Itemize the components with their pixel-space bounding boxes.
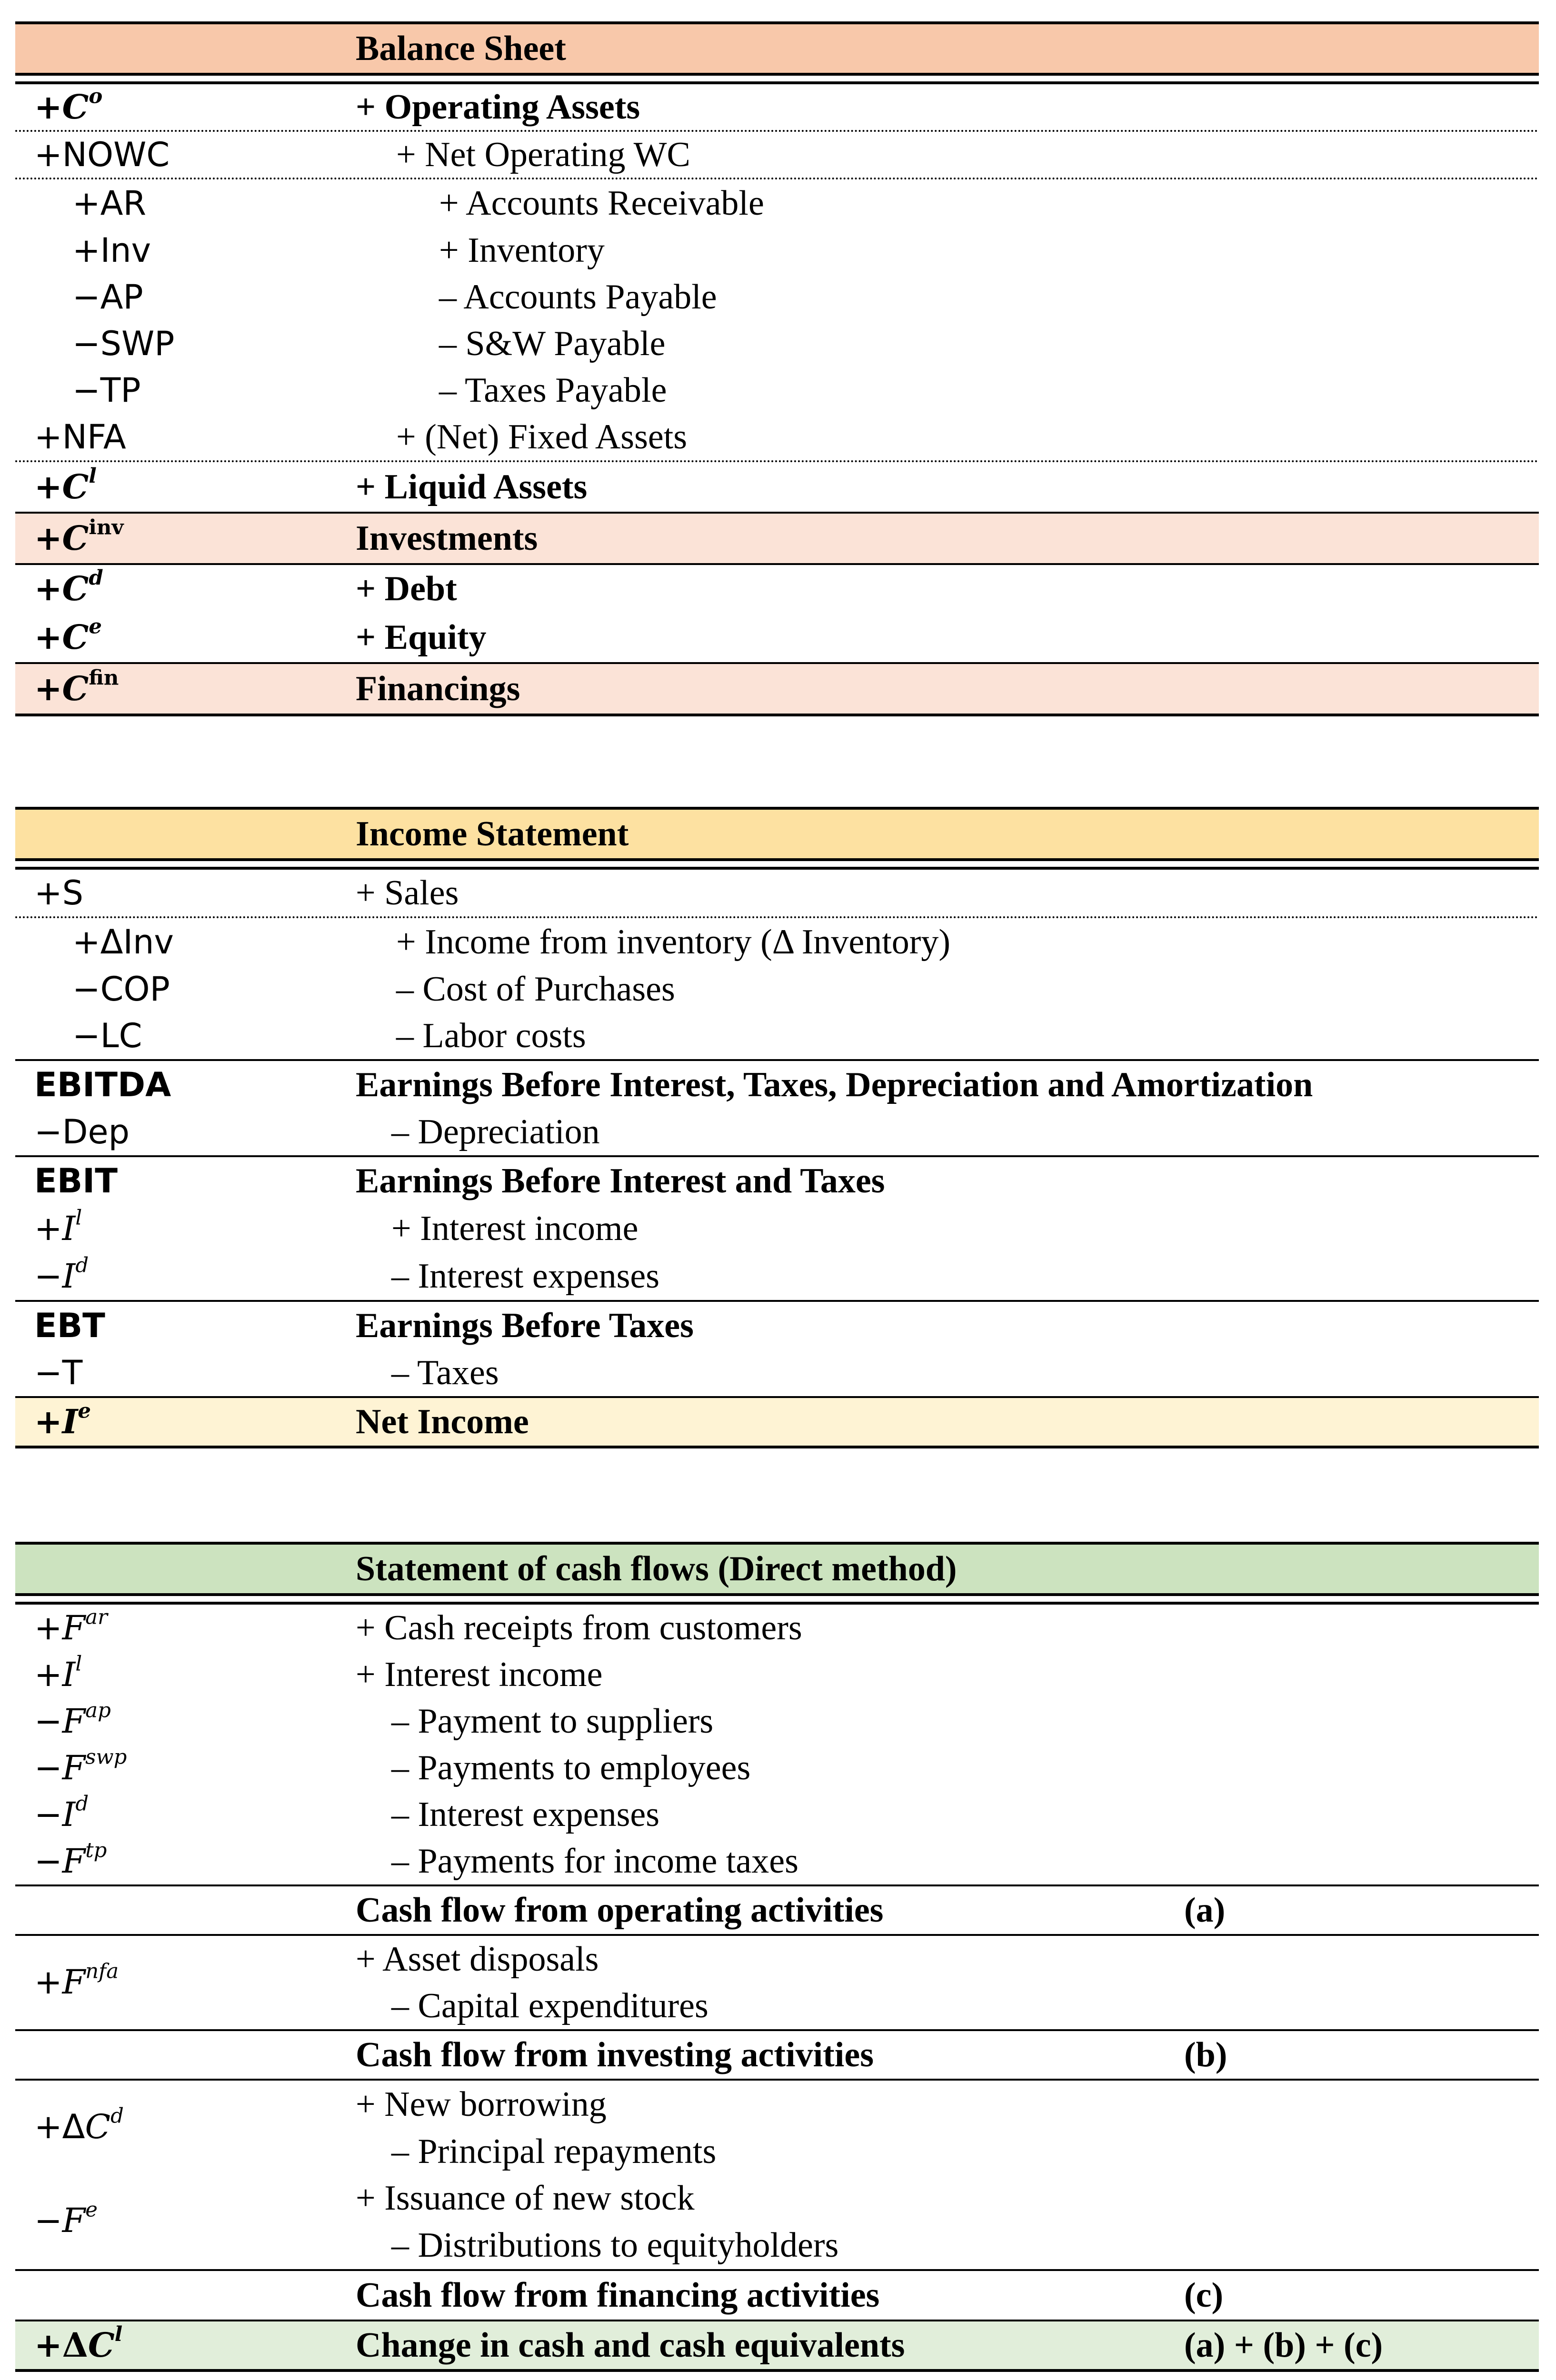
bs-row-investments [15,512,1539,563]
is-sym-ebt: EBT [34,1306,105,1345]
is-sym-sales: +S [34,873,84,912]
is-sym-net-income: $+I^e$ [34,1398,91,1441]
cf-row-payments-employees [15,1745,1539,1791]
cf-row-change-in-cash [15,2320,1539,2369]
bs-sym-financings: $+C^{fin}$ [34,665,119,708]
cf-row-income-taxes [15,1838,1539,1884]
is-sym-interest-income: $+I^l$ [34,1206,82,1248]
bs-row-nfa [15,414,1539,460]
bs-row-ar [15,178,1539,227]
financial-statements [15,21,1539,2372]
bs-sym-tp: −TP [72,371,141,410]
is-sym-taxes: −T [34,1353,83,1392]
bs-sym-nfa: +NFA [34,417,126,456]
is-label-ebt: Earnings Before Taxes [356,1306,694,1345]
bs-row-tp [15,367,1539,414]
is-row-ebt [15,1300,1539,1349]
bs-sym-ap: −AP [72,278,143,317]
bs-label-ar: + Accounts Receivable [439,184,764,223]
cf-label-distributions: – Distributions to equityholders [391,2226,839,2265]
is-row-delta-inventory [15,916,1539,966]
cf-sym-delta-debt: $+\Delta C^d$ [34,2104,124,2146]
is-row-taxes [15,1349,1539,1396]
cf-note-sum: (a) + (b) + (c) [1184,2326,1383,2365]
is-label-interest-expenses: – Interest expenses [391,1257,660,1296]
is-label-depreciation: – Depreciation [391,1112,600,1151]
is-label-labor-costs: – Labor costs [396,1016,586,1055]
cf-note-c: (c) [1184,2276,1224,2315]
is-label-ebitda: Earnings Before Interest, Taxes, Depreciation and Amortization [356,1065,1313,1104]
cf-label-principal-repayments: – Principal repayments [391,2132,717,2171]
income-statement-header [15,807,1539,858]
cf-label-interest-income: + Interest income [356,1655,603,1694]
cf-sym-interest-income: $+I^l$ [34,1652,82,1694]
is-row-depreciation [15,1109,1539,1155]
cf-label-new-stock: + Issuance of new stock [356,2179,695,2218]
bs-row-operating-assets [15,81,1539,130]
cf-label-financing-total: Cash flow from financing activities [356,2276,880,2315]
bs-sym-liquid-assets: $+C^l$ [34,464,97,506]
is-row-interest-expenses [15,1252,1539,1300]
is-label-net-income: Net Income [356,1402,529,1441]
is-sym-ebitda: EBITDA [34,1065,171,1104]
bs-row-equity [15,613,1539,662]
cf-sym-interest-expenses: $-I^d$ [34,1792,89,1834]
cf-sym-cash-receipts: $+F^{ar}$ [34,1605,108,1647]
is-row-ebit [15,1155,1539,1205]
cf-label-investing-total: Cash flow from investing activities [356,2035,874,2074]
bs-label-swp: – S&W Payable [439,324,666,363]
cf-sym-change-in-cash: $+\Delta C^l$ [34,2322,123,2365]
bs-sym-operating-assets: $+C^o$ [34,84,103,127]
is-label-taxes: – Taxes [391,1353,499,1392]
is-label-interest-income: + Interest income [391,1209,638,1248]
bs-row-nowc [15,130,1539,178]
is-row-ebitda [15,1059,1539,1109]
cf-label-cash-receipts: + Cash receipts from customers [356,1608,802,1647]
cf-note-a: (a) [1184,1891,1226,1930]
is-row-labor-costs [15,1012,1539,1059]
bs-row-ap [15,274,1539,320]
cf-row-new-borrowing [15,2079,1539,2128]
is-row-net-income [15,1396,1539,1446]
bs-row-liquid-assets [15,460,1539,512]
cf-sym-payment-suppliers: $-F^{ap}$ [34,1698,111,1741]
cash-flow-title: Statement of cash flows (Direct method) [356,1549,957,1588]
bs-sym-investments: $+C^{inv}$ [34,515,124,558]
bs-label-investments: Investments [356,519,538,558]
cf-sym-payments-employees: $-F^{swp}$ [34,1745,127,1787]
is-sym-cop: −COP [72,970,170,1009]
cf-label-asset-disposals: + Asset disposals [356,1940,599,1979]
cf-label-payment-suppliers: – Payment to suppliers [391,1702,714,1741]
cf-label-new-borrowing: + New borrowing [356,2085,607,2124]
is-label-ebit: Earnings Before Interest and Taxes [356,1161,885,1200]
cf-row-cash-receipts [15,1602,1539,1651]
bs-row-financings [15,662,1539,714]
is-sym-labor-costs: −LC [72,1016,142,1055]
bs-sym-swp: −SWP [72,324,175,363]
cf-label-income-taxes: – Payments for income taxes [391,1842,798,1881]
cf-row-financing-total [15,2269,1539,2320]
bs-label-operating-assets: + Operating Assets [356,88,640,127]
bs-label-equity: + Equity [356,618,487,657]
bs-row-debt [15,563,1539,613]
cf-row-interest-income [15,1651,1539,1698]
cf-sym-income-taxes: $-F^{tp}$ [34,1838,107,1881]
bs-label-debt: + Debt [356,569,457,608]
is-row-interest-income [15,1205,1539,1252]
balance-sheet-table [15,21,1539,716]
is-label-delta-inventory: + Income from inventory (Δ Inventory) [396,922,951,962]
bs-row-swp [15,320,1539,367]
cf-row-investing-total [15,2029,1539,2079]
bs-label-nfa: + (Net) Fixed Assets [396,417,688,456]
bs-label-inventory: + Inventory [439,231,605,270]
cf-label-change-in-cash: Change in cash and cash equivalents [356,2326,905,2365]
is-row-sales [15,867,1539,916]
is-row-cop [15,966,1539,1012]
cf-row-asset-disposals [15,1934,1539,1983]
is-sym-depreciation: −Dep [34,1112,130,1151]
bs-label-ap: – Accounts Payable [439,278,717,317]
cf-label-capex: – Capital expenditures [391,1986,708,2025]
is-label-cop: – Cost of Purchases [396,970,675,1009]
is-sym-delta-inventory: +ΔInv [72,922,174,962]
bs-sym-equity: $+C^e$ [34,614,102,657]
bs-sym-debt: $+C^d$ [34,565,103,608]
bs-label-tp: – Taxes Payable [439,371,667,410]
balance-sheet-header [15,21,1539,73]
bs-label-nowc: + Net Operating WC [396,135,690,174]
is-label-sales: + Sales [356,873,459,912]
cf-sym-nfa: $+F^{nfa}$ [34,1959,119,2002]
cash-flow-header [15,1542,1539,1593]
cf-label-operating-total: Cash flow from operating activities [356,1891,884,1930]
income-statement-table [15,807,1539,1448]
cf-sym-equity-flows: $-F^e$ [34,2198,98,2240]
balance-sheet-title: Balance Sheet [356,29,566,68]
bs-sym-nowc: +NOWC [34,135,170,174]
cash-flow-table [15,1542,1539,2372]
cf-row-new-stock [15,2175,1539,2221]
cf-row-payment-suppliers [15,1698,1539,1745]
bs-label-financings: Financings [356,669,520,708]
bs-row-inventory [15,227,1539,274]
cf-row-operating-total [15,1884,1539,1934]
bs-sym-ar: +AR [72,184,147,223]
is-sym-interest-expenses: $-I^d$ [34,1253,89,1296]
cf-row-interest-expenses [15,1791,1539,1838]
income-statement-title: Income Statement [356,814,629,853]
bs-sym-inventory: +Inv [72,231,151,270]
cf-note-b: (b) [1184,2035,1227,2074]
cf-label-payments-employees: – Payments to employees [391,1748,751,1787]
cf-label-interest-expenses: – Interest expenses [391,1795,660,1834]
is-sym-ebit: EBIT [34,1161,118,1200]
bs-label-liquid-assets: + Liquid Assets [356,467,588,506]
